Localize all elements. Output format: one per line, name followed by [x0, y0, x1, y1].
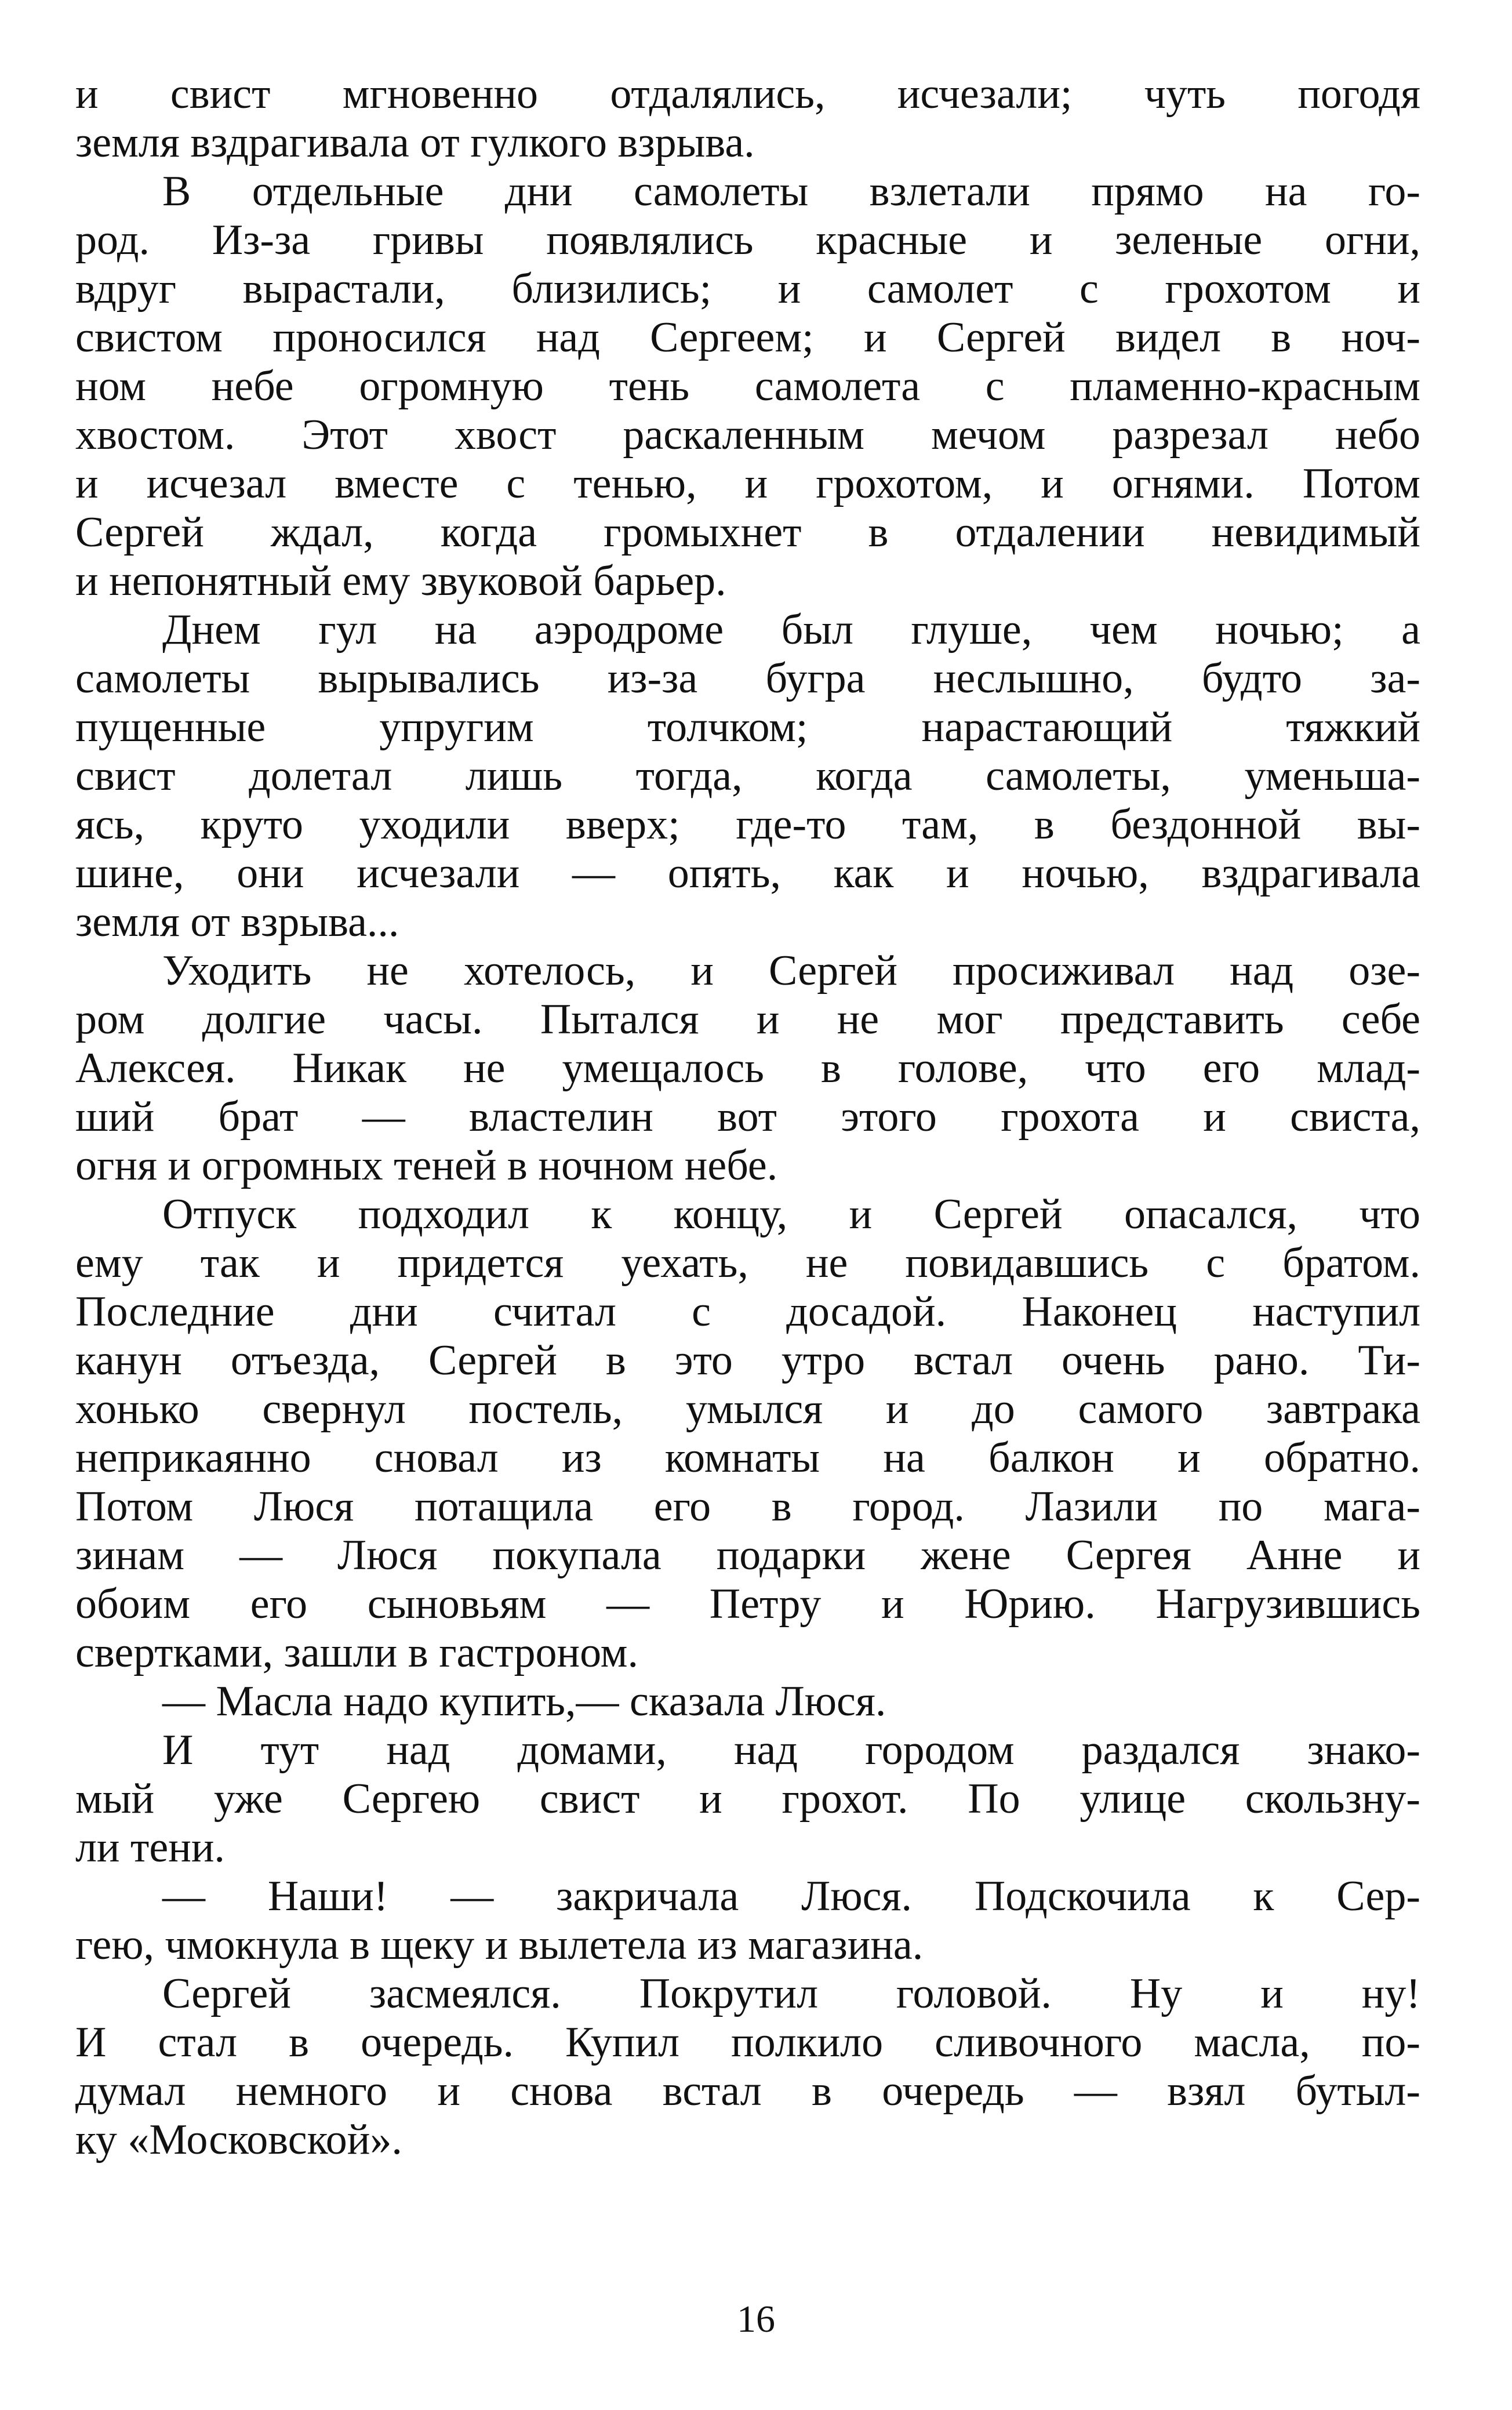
text-line: земля от взрыва... — [75, 898, 399, 946]
text-line: пущенные упругим толчком; нарастающий тяжкий — [75, 703, 1420, 751]
text-line: Уходить не хотелось, и Сергей просиживал над озе- — [162, 947, 1420, 995]
text-line: Алексея. Никак не умещалось в голове, что его млад- — [75, 1044, 1420, 1092]
paragraph — [75, 1872, 1420, 1969]
text-line: канун отъезда, Сергей в это утро встал очень рано. Ти- — [75, 1337, 1420, 1384]
text-line: зинам — Люся покупала подарки жене Сергея Анне и — [75, 1531, 1420, 1579]
paragraph — [75, 1969, 1420, 2164]
paragraph — [75, 946, 1420, 1190]
text-line: В отдельные дни самолеты взлетали прямо на го- — [162, 168, 1420, 215]
text-line: — Наши! — закричала Люся. Подскочила к Сер- — [162, 1872, 1420, 1920]
text-line: Днем гул на аэродроме был глуше, чем ночью; а — [162, 606, 1420, 654]
paragraph — [75, 1726, 1420, 1872]
text-line: Последние дни считал с досадой. Наконец наступил — [75, 1288, 1420, 1335]
text-line: земля вздрагивала от гулкого взрыва. — [75, 119, 755, 166]
text-line: ку «Московской». — [75, 2116, 402, 2164]
text-line: И тут над домами, над городом раздался знако- — [162, 1726, 1420, 1774]
text-line: вдруг вырастали, близились; и самолет с грохотом и — [75, 265, 1420, 313]
text-line: и непонятный ему звуковой барьер. — [75, 557, 726, 605]
text-line: огня и огромных теней в ночном небе. — [75, 1142, 778, 1189]
text-line: неприкаянно сновал из комнаты на балкон и обратно. — [75, 1434, 1420, 1482]
text-line: хонько свернул постель, умылся и до самого завтрака — [75, 1385, 1420, 1433]
text-line: И стал в очередь. Купил полкило сливочного масла, по- — [75, 2019, 1420, 2066]
paragraph — [75, 605, 1420, 946]
paragraph — [75, 1677, 1420, 1726]
text-line: ном небе огромную тень самолета с пламенно-красным — [75, 362, 1420, 410]
page-number: 16 — [737, 2298, 775, 2340]
text-line: ли тени. — [75, 1824, 225, 1871]
text-line: ему так и придется уехать, не повидавшись с братом. — [75, 1239, 1420, 1287]
text-line: ром долгие часы. Пытался и не мог представить себе — [75, 996, 1420, 1043]
text-line: Сергей ждал, когда громыхнет в отдалении невидимый — [75, 509, 1420, 556]
text-line: ший брат — властелин вот этого грохота и свиста, — [75, 1093, 1420, 1141]
text-line: обоим его сыновьям — Петру и Юрию. Нагрузившись — [75, 1580, 1420, 1628]
text-line: род. Из-за гривы появлялись красные и зеленые огни, — [75, 216, 1420, 264]
text-line: думал немного и снова встал в очередь — взял бутыл- — [75, 2067, 1420, 2115]
text-line: свист долетал лишь тогда, когда самолеты, уменьша- — [75, 752, 1420, 800]
text-line: свистом проносился над Сергеем; и Сергей видел в ноч- — [75, 314, 1420, 361]
text-line: свертками, зашли в гастроном. — [75, 1629, 638, 1676]
text-line: Сергей засмеялся. Покрутил головой. Ну и ну! — [162, 1970, 1420, 2017]
text-line: ясь, круто уходили вверх; где-то там, в бездонной вы- — [75, 801, 1420, 848]
body-text — [75, 70, 1420, 2164]
text-line: самолеты вырывались из-за бугра неслышно, будто за- — [75, 655, 1420, 702]
text-line: и свист мгновенно отдалялись, исчезали; чуть погодя — [75, 70, 1420, 118]
paragraph — [75, 167, 1420, 605]
text-line: — Масла надо купить,— сказала Люся. — [162, 1678, 886, 1725]
text-line: Отпуск подходил к концу, и Сергей опасался, что — [162, 1191, 1420, 1238]
paragraph — [75, 1190, 1420, 1677]
text-line: мый уже Сергею свист и грохот. По улице скользну- — [75, 1775, 1420, 1823]
text-line: и исчезал вместе с тенью, и грохотом, и огнями. Потом — [75, 460, 1420, 507]
text-line: шине, они исчезали — опять, как и ночью, вздрагивала — [75, 850, 1420, 897]
text-line: Потом Люся потащила его в город. Лазили по мага- — [75, 1483, 1420, 1530]
text-line: хвостом. Этот хвост раскаленным мечом разрезал небо — [75, 411, 1420, 459]
text-line: гею, чмокнула в щеку и вылетела из магазина. — [75, 1921, 924, 1969]
paragraph — [75, 70, 1420, 167]
